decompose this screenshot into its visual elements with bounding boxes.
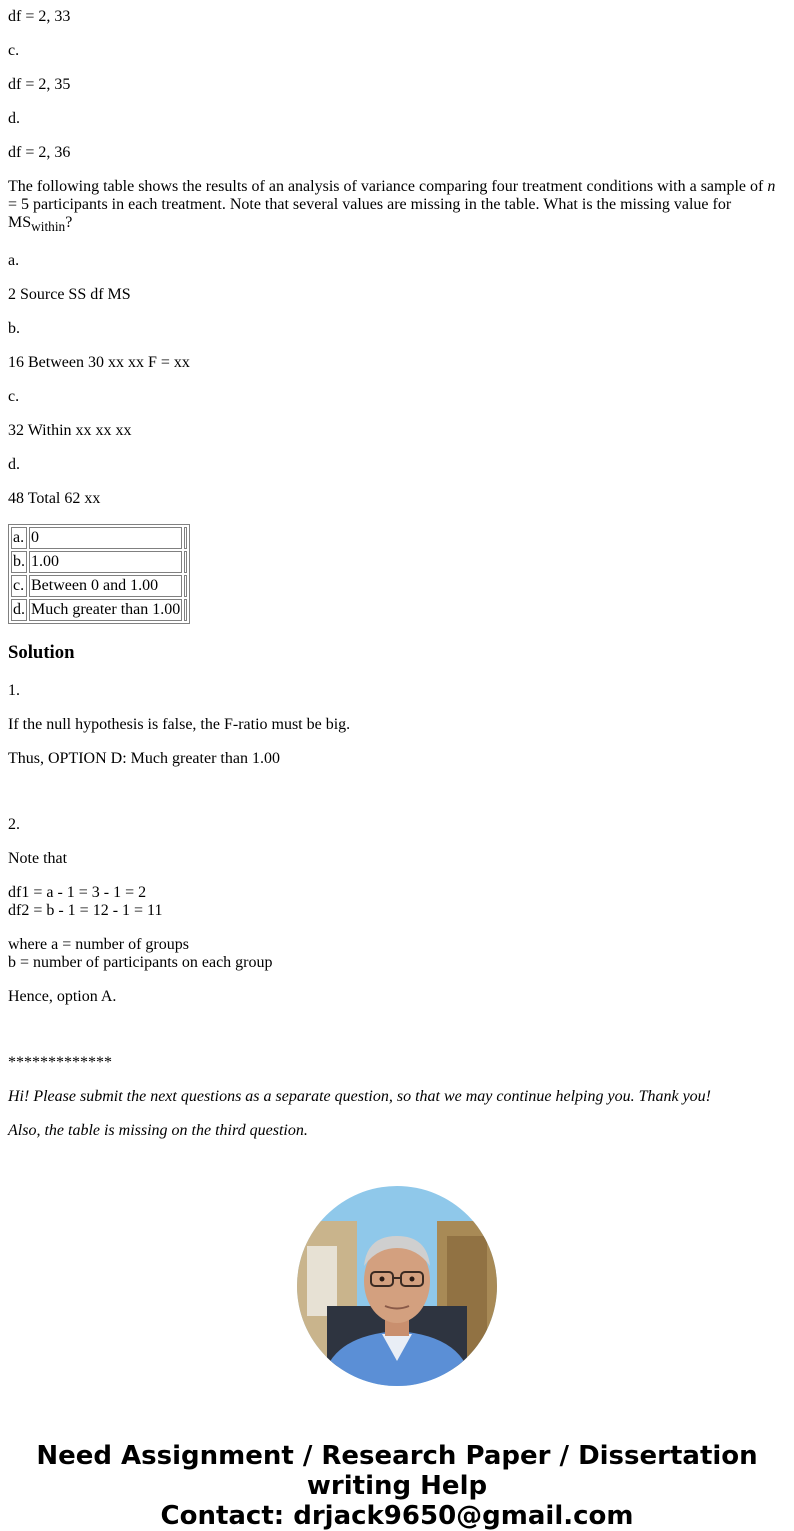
option-d-label: d. xyxy=(8,110,20,127)
option-text: Much greater than 1.00 xyxy=(29,599,182,621)
help-banner xyxy=(8,1441,786,1531)
option-text: 0 xyxy=(29,527,182,549)
banner-line-contact: Contact: drjack9650@gmail.com xyxy=(160,1501,634,1531)
df-formulas xyxy=(8,884,786,920)
solution-part1-line1: If the null hypothesis is false, the F-ratio must be big. xyxy=(8,716,351,734)
table-row xyxy=(11,599,187,621)
where-b: b = number of participants on each group xyxy=(8,954,273,972)
option-label: b. xyxy=(11,551,27,573)
question3-item-label: d. xyxy=(8,456,20,474)
option-label: a. xyxy=(11,527,27,549)
n-symbol: n xyxy=(767,178,776,195)
ms-subscript: within xyxy=(31,219,66,235)
question3-item-label: c. xyxy=(8,388,20,406)
question-mark: ? xyxy=(65,214,73,231)
table-row xyxy=(11,575,187,597)
option-text: 1.00 xyxy=(29,551,182,573)
df2-formula: df2 = b - 1 = 12 - 1 = 11 xyxy=(8,902,163,920)
option-c-label: c. xyxy=(8,42,20,59)
question3-item-label: b. xyxy=(8,320,20,338)
spacer xyxy=(8,784,786,800)
avatar-portrait-icon xyxy=(297,1186,497,1386)
table-row xyxy=(11,551,187,573)
empty-cell xyxy=(184,575,187,597)
option-text: Between 0 and 1.00 xyxy=(29,575,182,597)
banner-line-help: Need Assignment / Research Paper / Dissertation writing Help xyxy=(36,1441,758,1502)
solution-heading: Solution xyxy=(8,642,75,664)
solution-part1-line2: Thus, OPTION D: Much greater than 1.00 xyxy=(8,750,280,768)
option-b-value: df = 2, 33 xyxy=(8,8,71,25)
solution-part2-note: Note that xyxy=(8,850,68,868)
empty-cell xyxy=(184,551,187,573)
question3-item-text: 48 Total 62 xx xyxy=(8,490,101,508)
solution-part2-number: 2. xyxy=(8,816,20,834)
solution-hence: Hence, option A. xyxy=(8,988,117,1006)
option-label: d. xyxy=(11,599,27,621)
empty-cell xyxy=(184,599,187,621)
page-content xyxy=(0,8,794,1531)
option-label: c. xyxy=(11,575,27,597)
solution-part1-number: 1. xyxy=(8,682,20,700)
option-c-value: df = 2, 35 xyxy=(8,76,71,93)
note2-text: Also, the table is missing on the third question. xyxy=(8,1122,308,1140)
where-definitions xyxy=(8,936,786,972)
empty-cell xyxy=(184,527,187,549)
question3-item-text: 16 Between 30 xx xx F = xx xyxy=(8,354,190,372)
table-row xyxy=(11,527,187,549)
option-d-value: df = 2, 36 xyxy=(8,144,71,161)
question3-item-text: 32 Within xx xx xx xyxy=(8,422,132,440)
question3-item-label: a. xyxy=(8,252,20,270)
answer-options-table xyxy=(8,524,190,624)
note-table-missing xyxy=(8,1122,786,1140)
df1-formula: df1 = a - 1 = 3 - 1 = 2 xyxy=(8,884,147,902)
stars-separator: ************* xyxy=(8,1054,112,1072)
question3-text xyxy=(8,178,786,236)
spacer xyxy=(8,1022,786,1038)
note1-text: Hi! Please submit the next questions as a separate question, so that we may continue helping you. Thank you! xyxy=(8,1088,711,1106)
question3-text-part2: = 5 participants in each treatment. Note that several values are missing in the table. What is the missing value for MS xyxy=(8,196,732,231)
question3-text-part1: The following table shows the results of an analysis of variance comparing four treatment conditions with a sample of xyxy=(8,178,768,195)
note-submit-separately xyxy=(8,1088,786,1106)
where-a: where a = number of groups xyxy=(8,936,189,954)
avatar xyxy=(297,1186,497,1386)
avatar-container xyxy=(8,1186,786,1391)
question3-item-text: 2 Source SS df MS xyxy=(8,286,131,304)
